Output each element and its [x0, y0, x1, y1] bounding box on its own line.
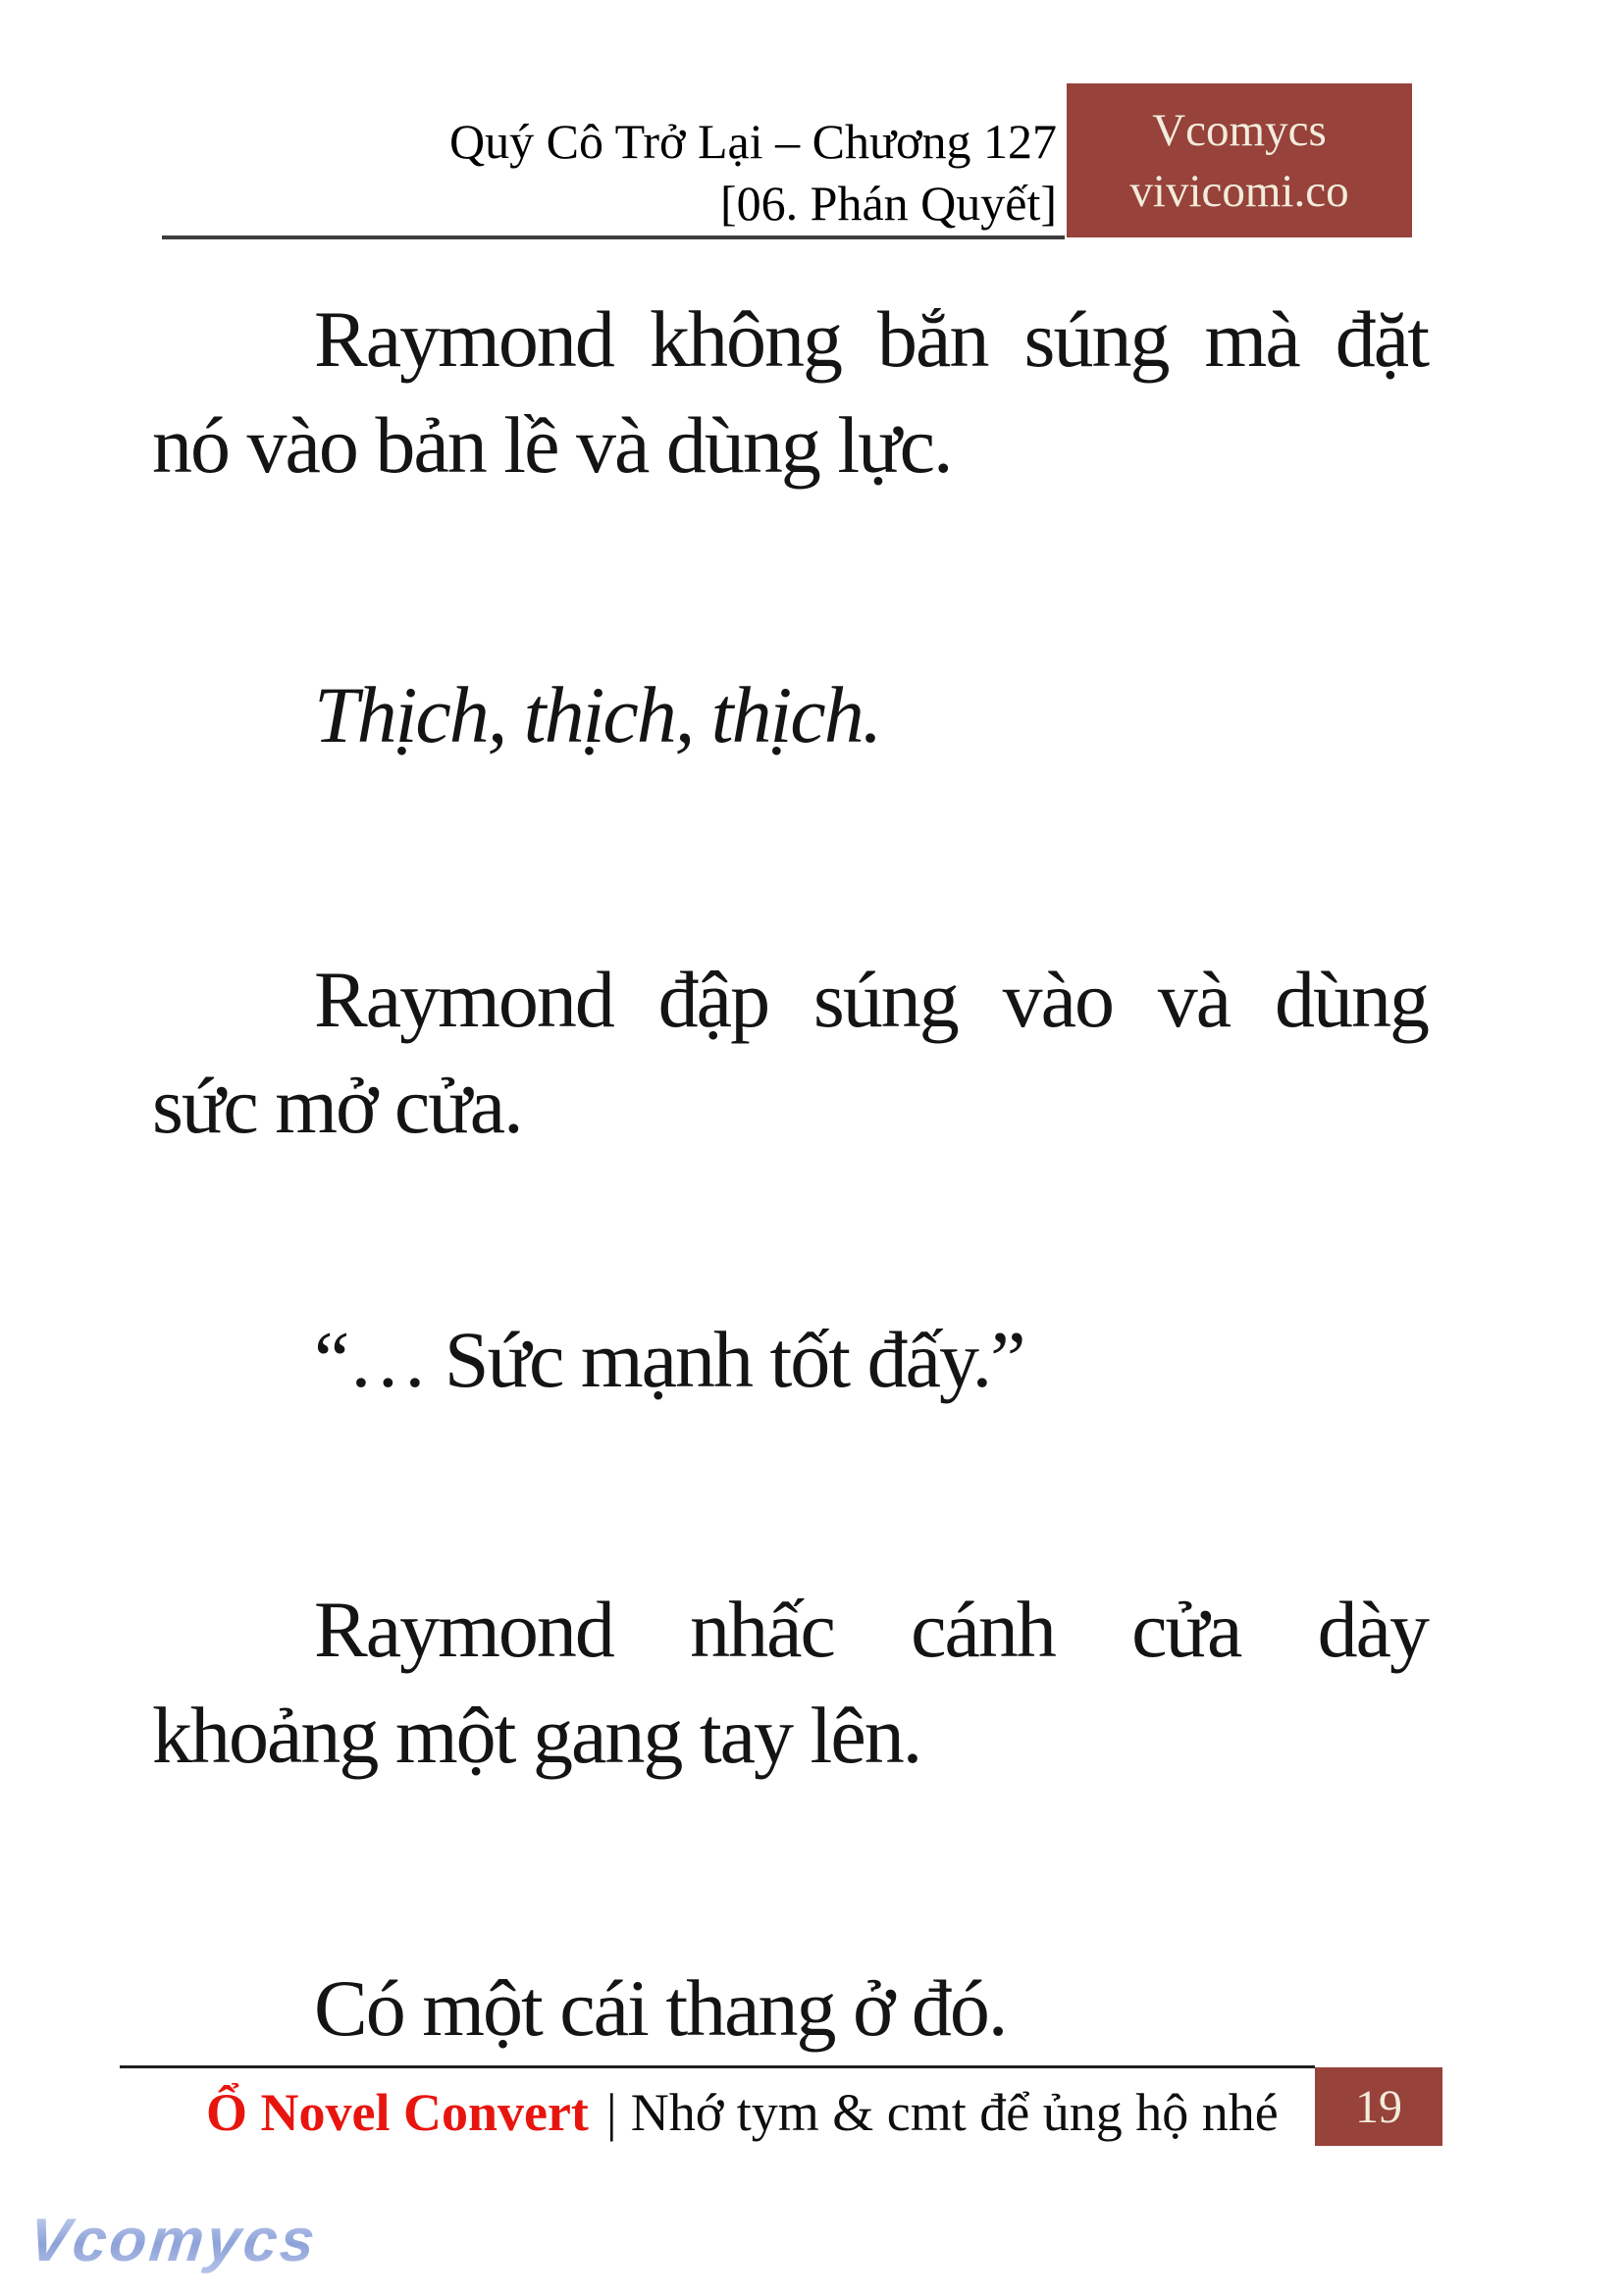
body-line: Có một cái thang ở đó.: [314, 1963, 1007, 2053]
paragraph: [152, 662, 1428, 768]
footer-rule: [120, 2065, 1315, 2068]
body-line: “… Sức mạnh tốt đấy.”: [314, 1315, 1024, 1404]
body-line: Raymond đập súng vào và dùng: [314, 955, 1428, 1044]
page-number: 19: [1355, 2080, 1402, 2133]
paragraph: [152, 1577, 1428, 1789]
footer-note: Nhớ tym & cmt để ủng hộ nhé: [630, 2083, 1279, 2142]
body-line: sức mở cửa.: [152, 1061, 522, 1150]
body-line: Thịch, thịch, thịch.: [314, 670, 881, 759]
header-title-line1: Quý Cô Trở Lại – Chương 127: [449, 114, 1057, 169]
header-title-line2: [06. Phán Quyết]: [720, 176, 1057, 231]
footer-separator: |: [605, 2083, 617, 2142]
body-line: Raymond không bắn súng mà đặt: [314, 294, 1428, 384]
brand-name: Vcomycs: [1152, 104, 1327, 156]
footer-credit: Ổ Novel Convert: [206, 2083, 589, 2142]
brand-box: [1067, 83, 1412, 237]
body-line: nó vào bản lề và dùng lực.: [152, 400, 952, 490]
vcomycs-watermark-logo: Vcomycs: [26, 2207, 321, 2274]
brand-site: vivicomi.co: [1129, 165, 1349, 217]
body-line: khoảng một gang tay lên.: [152, 1691, 921, 1780]
paragraph: [152, 287, 1428, 498]
header-rule: [162, 235, 1065, 239]
body-line: Raymond nhấc cánh cửa dày: [314, 1585, 1428, 1674]
paragraph: [152, 947, 1428, 1159]
paragraph: [152, 1307, 1428, 1413]
paragraph: [152, 1956, 1428, 2061]
page-header: [449, 111, 1057, 235]
page-footer: [206, 2079, 1279, 2146]
page-number-box: [1315, 2067, 1442, 2146]
